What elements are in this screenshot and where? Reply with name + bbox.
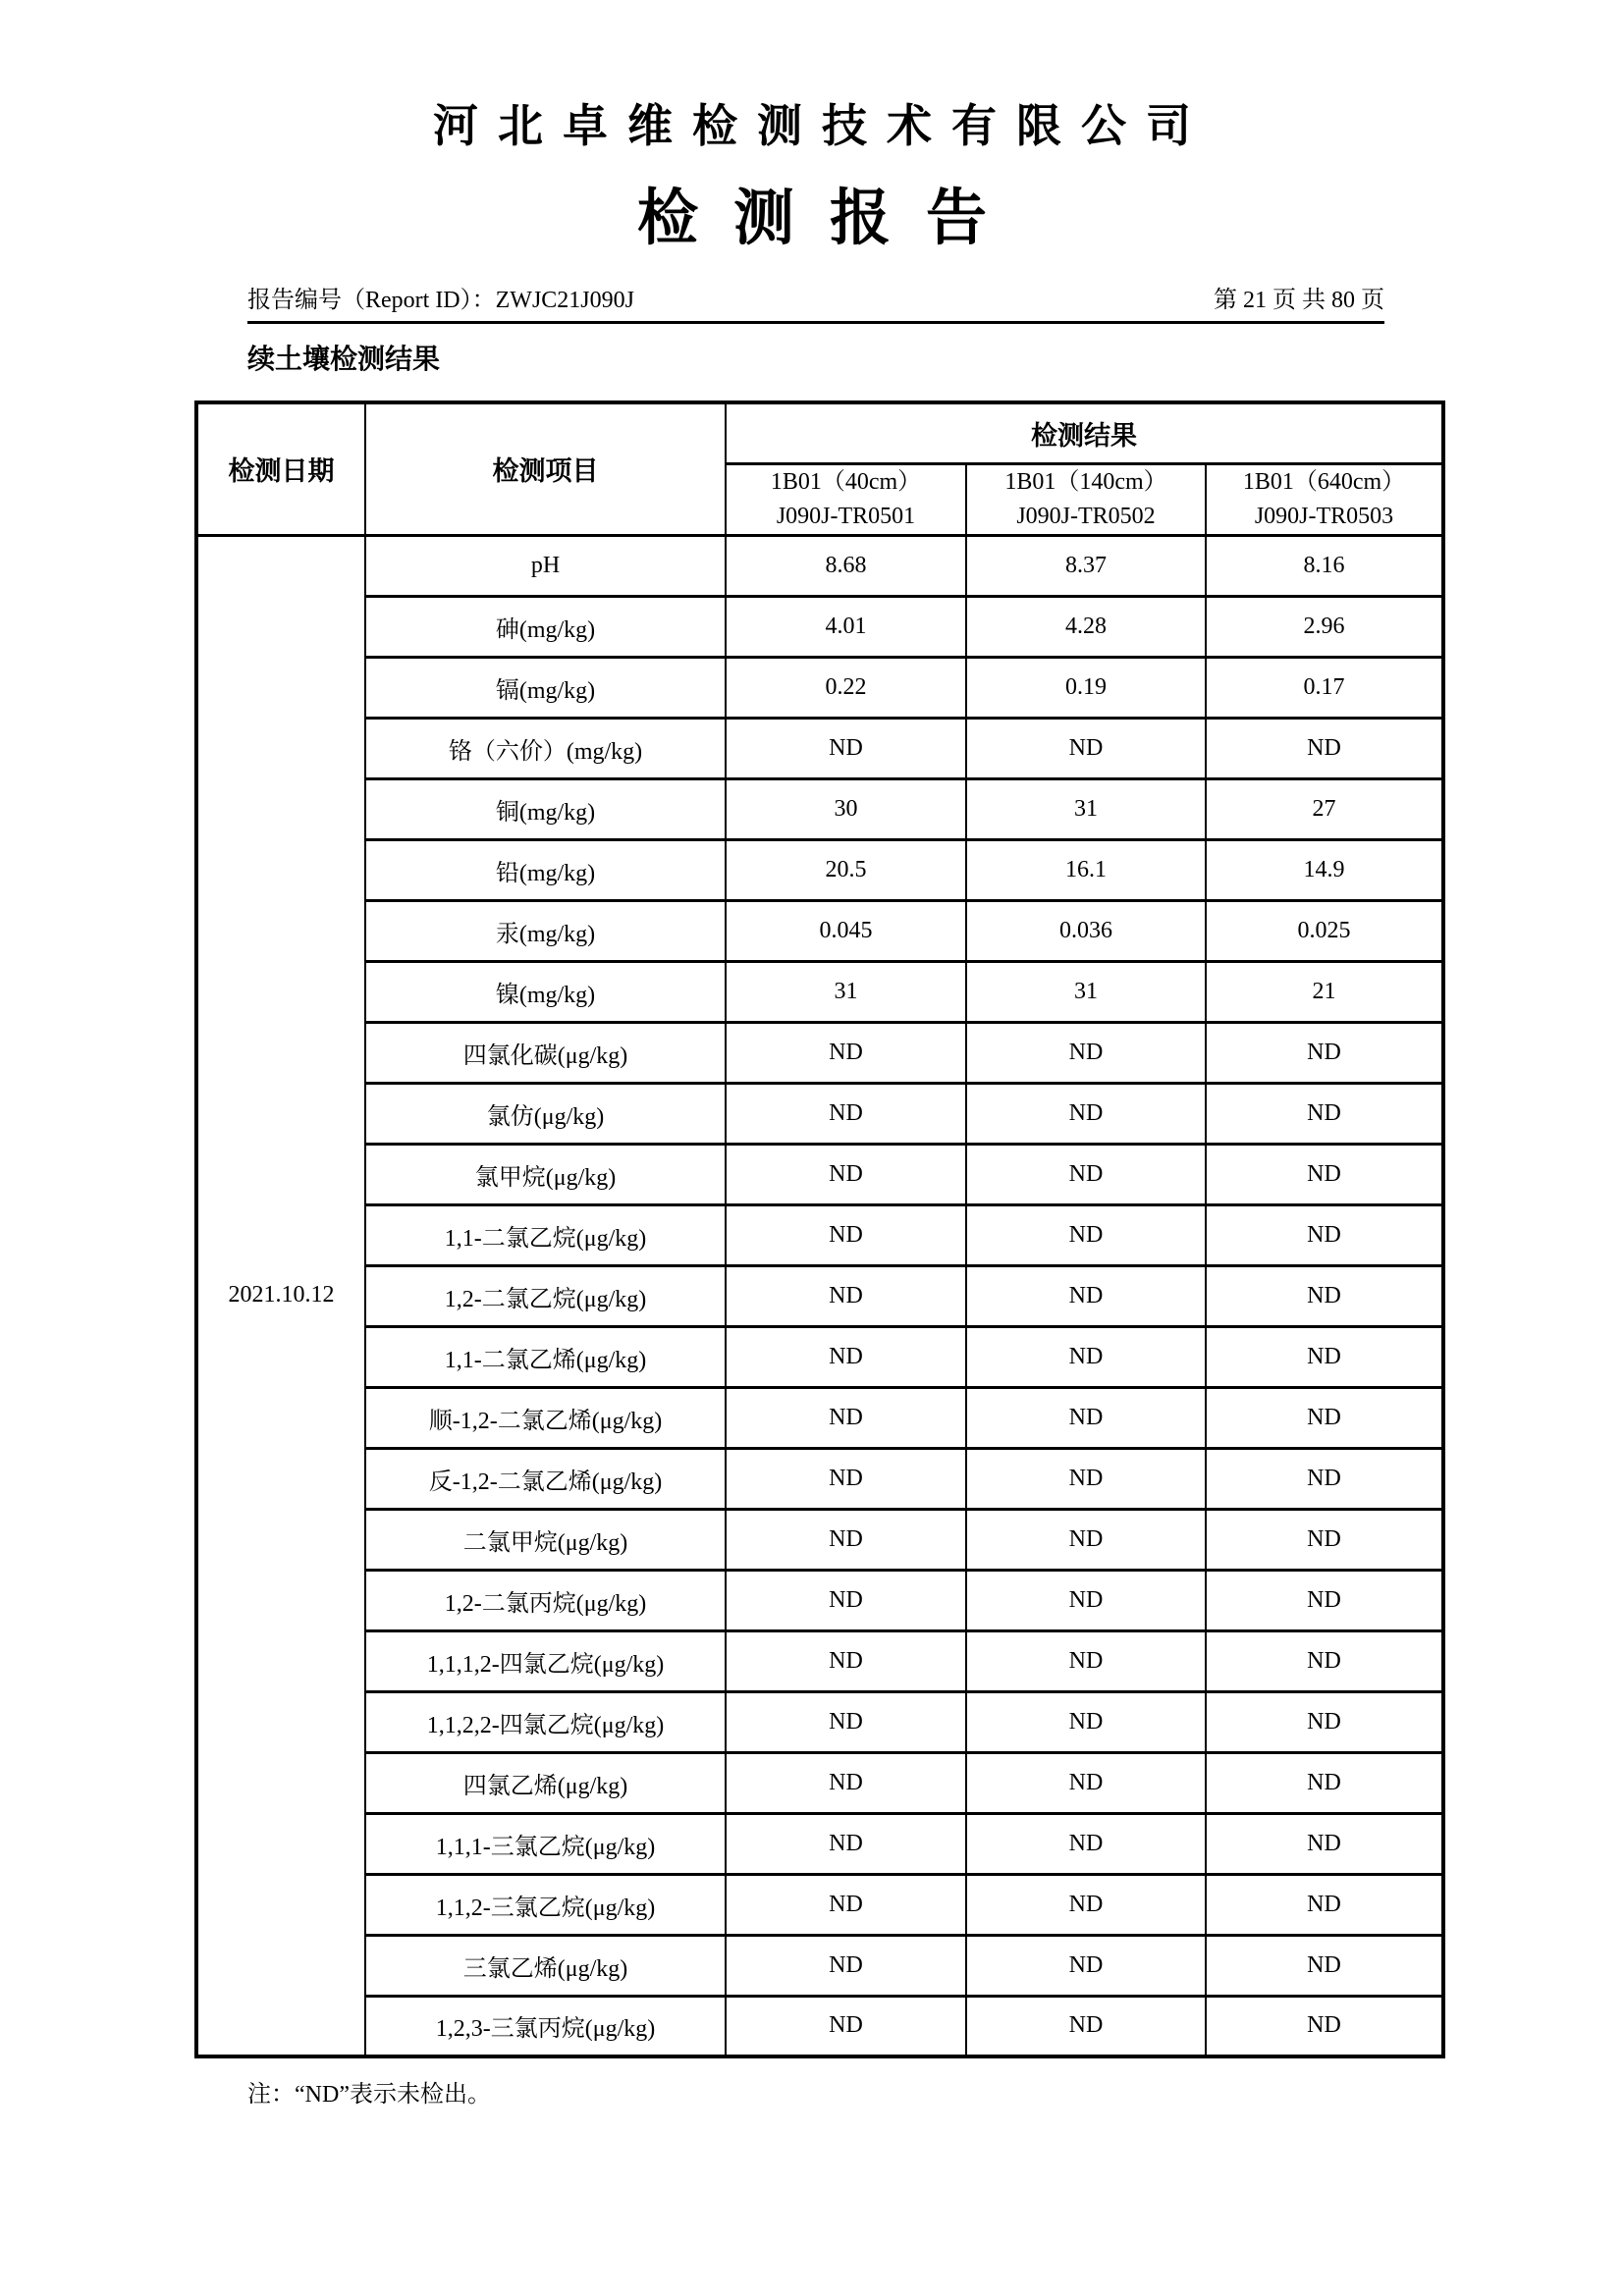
result-value-cell: ND	[966, 1935, 1206, 1996]
result-value-cell: ND	[1206, 1144, 1443, 1204]
sample-code-line: J090J-TR0501	[776, 503, 916, 529]
table-row	[196, 535, 1443, 596]
table-row	[196, 900, 1443, 961]
result-value-cell: 2.96	[1206, 596, 1443, 657]
col-header-item: 检测项目	[365, 402, 726, 535]
result-value-cell: ND	[966, 1448, 1206, 1509]
result-value-cell: ND	[1206, 1630, 1443, 1691]
result-value-cell: ND	[966, 1083, 1206, 1144]
result-value-cell: ND	[1206, 1996, 1443, 2056]
table-row	[196, 1935, 1443, 1996]
sample-id-line: 1B01（40cm）	[770, 468, 922, 495]
col-header-date: 检测日期	[196, 402, 365, 535]
test-date-cell: 2021.10.12	[196, 535, 365, 2056]
result-value-cell: 4.01	[726, 596, 966, 657]
report-meta-row	[247, 280, 1384, 324]
result-value-cell: ND	[726, 1144, 966, 1204]
test-item-cell: 1,1-二氯乙烯(μg/kg)	[365, 1326, 726, 1387]
test-item-cell: 1,2-二氯丙烷(μg/kg)	[365, 1570, 726, 1630]
result-value-cell: ND	[966, 1996, 1206, 2056]
result-value-cell: 0.045	[726, 900, 966, 961]
sample-column-header-2	[966, 463, 1206, 535]
table-row	[196, 1691, 1443, 1752]
test-item-cell: 1,1-二氯乙烷(μg/kg)	[365, 1204, 726, 1265]
result-value-cell: ND	[1206, 1448, 1443, 1509]
result-value-cell: ND	[966, 1509, 1206, 1570]
test-item-cell: 氯仿(μg/kg)	[365, 1083, 726, 1144]
table-row	[196, 1204, 1443, 1265]
result-value-cell: ND	[726, 1022, 966, 1083]
result-value-cell: ND	[1206, 1265, 1443, 1326]
result-value-cell: ND	[726, 1204, 966, 1265]
table-row	[196, 1265, 1443, 1326]
page-indicator: 第 21 页 共 80 页	[1214, 288, 1384, 313]
result-value-cell: ND	[966, 1752, 1206, 1813]
result-value-cell: ND	[726, 1813, 966, 1874]
result-value-cell: ND	[1206, 718, 1443, 778]
test-item-cell: 1,1,2-三氯乙烷(μg/kg)	[365, 1874, 726, 1935]
table-row	[196, 718, 1443, 778]
result-value-cell: ND	[726, 1265, 966, 1326]
header-row-1	[196, 402, 1443, 463]
result-value-cell: ND	[966, 1265, 1206, 1326]
result-value-cell: 0.17	[1206, 657, 1443, 718]
result-value-cell: ND	[1206, 1083, 1443, 1144]
table-row	[196, 961, 1443, 1022]
result-value-cell: ND	[726, 1448, 966, 1509]
result-value-cell: 0.025	[1206, 900, 1443, 961]
sample-code-line: J090J-TR0502	[1016, 503, 1156, 529]
result-value-cell: ND	[1206, 1874, 1443, 1935]
test-item-cell: 1,1,1,2-四氯乙烷(μg/kg)	[365, 1630, 726, 1691]
table-row	[196, 1022, 1443, 1083]
table-row	[196, 1752, 1443, 1813]
test-item-cell: 1,1,2,2-四氯乙烷(μg/kg)	[365, 1691, 726, 1752]
result-value-cell: ND	[966, 1387, 1206, 1448]
table-row	[196, 1387, 1443, 1448]
result-value-cell: ND	[1206, 1022, 1443, 1083]
result-value-cell: ND	[966, 1326, 1206, 1387]
sample-id-line: 1B01（140cm）	[1004, 468, 1167, 495]
test-item-cell: 汞(mg/kg)	[365, 900, 726, 961]
result-value-cell: ND	[1206, 1387, 1443, 1448]
result-value-cell: ND	[1206, 1752, 1443, 1813]
result-value-cell: ND	[726, 1752, 966, 1813]
test-item-cell: 铬（六价）(mg/kg)	[365, 718, 726, 778]
report-title: 检测报告	[636, 186, 1022, 252]
table-row	[196, 1083, 1443, 1144]
table-row	[196, 839, 1443, 900]
result-value-cell: 8.68	[726, 535, 966, 596]
result-value-cell: 14.9	[1206, 839, 1443, 900]
section-title: 续土壤检测结果	[247, 345, 441, 375]
result-value-cell: ND	[726, 1691, 966, 1752]
test-item-cell: 四氯乙烯(μg/kg)	[365, 1752, 726, 1813]
table-row	[196, 1813, 1443, 1874]
result-value-cell: ND	[1206, 1935, 1443, 1996]
test-item-cell: 砷(mg/kg)	[365, 596, 726, 657]
results-table-head	[196, 402, 1443, 535]
result-value-cell: ND	[1206, 1204, 1443, 1265]
test-item-cell: 四氯化碳(μg/kg)	[365, 1022, 726, 1083]
table-row	[196, 1874, 1443, 1935]
test-item-cell: 1,2,3-三氯丙烷(μg/kg)	[365, 1996, 726, 2056]
test-item-cell: 1,1,1-三氯乙烷(μg/kg)	[365, 1813, 726, 1874]
col-header-result: 检测结果	[726, 402, 1443, 463]
test-item-cell: 二氯甲烷(μg/kg)	[365, 1509, 726, 1570]
table-row	[196, 1448, 1443, 1509]
result-value-cell: 16.1	[966, 839, 1206, 900]
table-row	[196, 1630, 1443, 1691]
result-value-cell: ND	[1206, 1509, 1443, 1570]
report-id: 报告编号（Report ID）：ZWJC21J090J	[247, 288, 634, 313]
test-item-cell: 铅(mg/kg)	[365, 839, 726, 900]
sample-code-line: J090J-TR0503	[1254, 503, 1394, 529]
table-row	[196, 1144, 1443, 1204]
test-item-cell: 1,2-二氯乙烷(μg/kg)	[365, 1265, 726, 1326]
test-item-cell: 铜(mg/kg)	[365, 778, 726, 839]
result-value-cell: ND	[726, 718, 966, 778]
results-table-body	[196, 535, 1443, 2056]
table-row	[196, 1509, 1443, 1570]
test-item-cell: 镉(mg/kg)	[365, 657, 726, 718]
result-value-cell: 31	[966, 961, 1206, 1022]
result-value-cell: ND	[726, 1570, 966, 1630]
result-value-cell: 31	[966, 778, 1206, 839]
table-row	[196, 1996, 1443, 2056]
result-value-cell: ND	[726, 1996, 966, 2056]
result-value-cell: ND	[966, 1144, 1206, 1204]
result-value-cell: ND	[726, 1935, 966, 1996]
sample-id-line: 1B01（640cm）	[1242, 468, 1406, 495]
company-name: 河北卓维检测技术有限公司	[433, 101, 1211, 151]
result-value-cell: 0.22	[726, 657, 966, 718]
result-value-cell: ND	[966, 1204, 1206, 1265]
result-value-cell: 4.28	[966, 596, 1206, 657]
result-value-cell: ND	[726, 1387, 966, 1448]
test-item-cell: 镍(mg/kg)	[365, 961, 726, 1022]
result-value-cell: ND	[966, 1691, 1206, 1752]
footnote: 注：“ND”表示未检出。	[247, 2082, 491, 2108]
result-value-cell: ND	[966, 1630, 1206, 1691]
test-item-cell: 反-1,2-二氯乙烯(μg/kg)	[365, 1448, 726, 1509]
table-row	[196, 1570, 1443, 1630]
results-table	[194, 400, 1445, 2058]
result-value-cell: 31	[726, 961, 966, 1022]
result-value-cell: ND	[726, 1874, 966, 1935]
result-value-cell: 8.16	[1206, 535, 1443, 596]
result-value-cell: ND	[966, 718, 1206, 778]
sample-column-header-1	[726, 463, 966, 535]
result-value-cell: 27	[1206, 778, 1443, 839]
table-row	[196, 596, 1443, 657]
sample-column-header-3	[1206, 463, 1443, 535]
result-value-cell: 21	[1206, 961, 1443, 1022]
result-value-cell: ND	[966, 1570, 1206, 1630]
test-item-cell: 顺-1,2-二氯乙烯(μg/kg)	[365, 1387, 726, 1448]
result-value-cell: ND	[1206, 1813, 1443, 1874]
result-value-cell: ND	[966, 1874, 1206, 1935]
table-row	[196, 657, 1443, 718]
result-value-cell: ND	[966, 1813, 1206, 1874]
result-value-cell: ND	[1206, 1691, 1443, 1752]
result-value-cell: 0.036	[966, 900, 1206, 961]
test-item-cell: 氯甲烷(μg/kg)	[365, 1144, 726, 1204]
test-item-cell: 三氯乙烯(μg/kg)	[365, 1935, 726, 1996]
result-value-cell: ND	[1206, 1570, 1443, 1630]
result-value-cell: ND	[726, 1326, 966, 1387]
result-value-cell: 8.37	[966, 535, 1206, 596]
table-row	[196, 778, 1443, 839]
result-value-cell: ND	[966, 1022, 1206, 1083]
result-value-cell: 30	[726, 778, 966, 839]
table-row	[196, 1326, 1443, 1387]
result-value-cell: ND	[726, 1509, 966, 1570]
result-value-cell: 0.19	[966, 657, 1206, 718]
result-value-cell: 20.5	[726, 839, 966, 900]
result-value-cell: ND	[1206, 1326, 1443, 1387]
result-value-cell: ND	[726, 1630, 966, 1691]
result-value-cell: ND	[726, 1083, 966, 1144]
test-item-cell: pH	[365, 535, 726, 596]
